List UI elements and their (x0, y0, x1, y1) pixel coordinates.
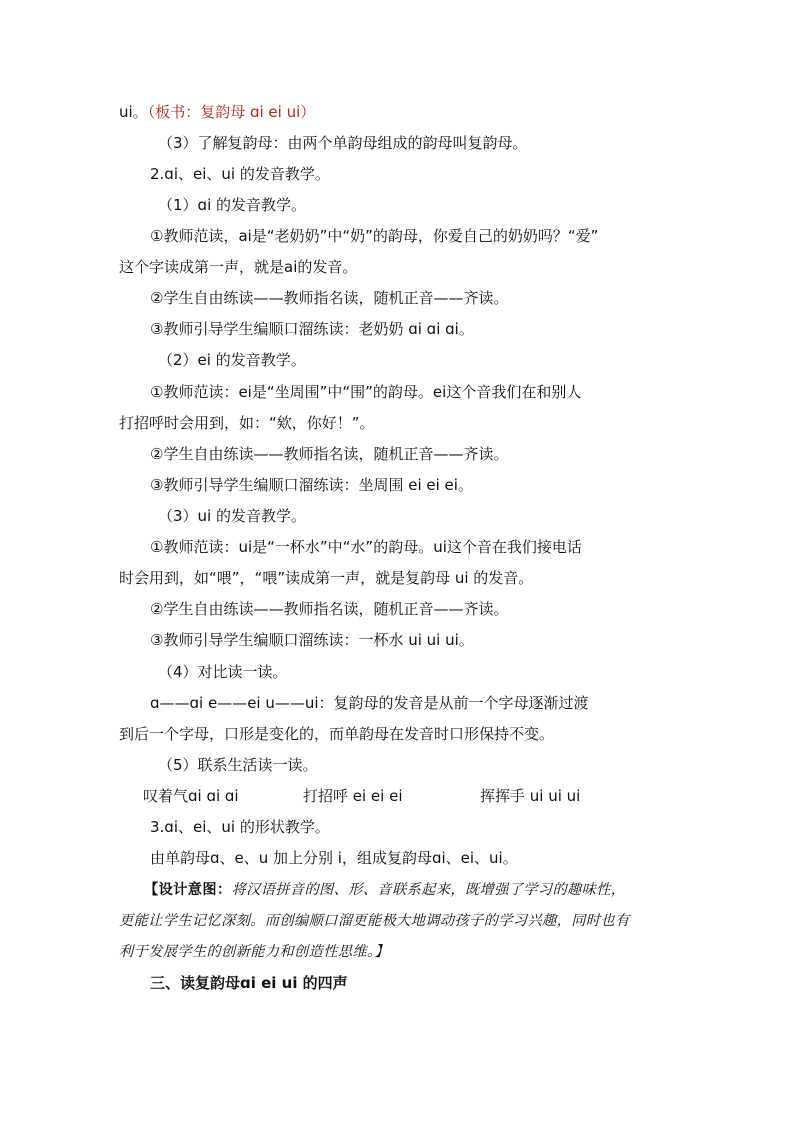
paragraph-line: ②学生自由练读——教师指名读，随机正音——齐读。 (150, 445, 509, 463)
paragraph-line: （1）ɑi 的发音教学。 (158, 196, 307, 214)
text-run: ui。 (119, 103, 148, 121)
design-intent-label: 【设计意图： (144, 882, 232, 898)
paragraph-line: ②学生自由练读——教师指名读，随机正音——齐读。 (150, 600, 509, 618)
paragraph-line: ③教师引导学生编顺口溜练读：坐周围 ei ei ei。 (150, 476, 473, 494)
paragraph-line (119, 102, 315, 122)
board-note: （板书：复韵母 ɑi ei ui） (147, 103, 316, 121)
paragraph-line: 时会用到，如“喂”，“喂”读成第一声，就是复韵母 ui 的发音。 (119, 569, 534, 587)
paragraph-line: （4）对比读一读。 (158, 663, 288, 681)
design-intent-line: 更能让学生记忆深刻。而创编顺口溜更能极大地调动孩子的学习兴趣，同时也有 (119, 913, 630, 929)
paragraph-line: ɑ——ɑi e——ei u——ui：复韵母的发音是从前一个字母逐渐过渡 (150, 694, 589, 712)
paragraph-line: 这个字读成第一声，就是ai的发音。 (119, 258, 358, 276)
practice-phrase: 挥挥手 ui ui ui (480, 787, 581, 805)
practice-phrase: 打招呼 ei ei ei (303, 787, 403, 805)
paragraph-line: ①教师范读，ai是“老奶奶”中“奶”的韵母，你爱自己的奶奶吗？“爱” (150, 227, 599, 245)
section-line: 3.ɑi、ei、ui 的形状教学。 (150, 818, 330, 836)
paragraph-line: （3）了解复韵母：由两个单韵母组成的韵母叫复韵母。 (158, 134, 528, 152)
paragraph-line: ②学生自由练读——教师指名读，随机正音——齐读。 (150, 289, 509, 307)
paragraph-line: ①教师范读：ui是“一杯水”中“水”的韵母。ui这个音在我们接电话 (150, 538, 582, 556)
design-intent-line (144, 880, 625, 900)
paragraph-line: ③教师引导学生编顺口溜练读：一杯水 ui ui ui。 (150, 631, 474, 649)
paragraph-line: 由单韵母ɑ、e、u 加上分别 i，组成复韵母ɑi、ei、ui。 (150, 849, 518, 867)
section-heading: 三、读复韵母ɑi ei ui 的四声 (150, 974, 348, 992)
paragraph-line: （5）联系生活读一读。 (158, 756, 318, 774)
paragraph-line: （3）ui 的发音教学。 (158, 507, 306, 525)
design-intent-line: 利于发展学生的创新能力和创造性思维。】 (119, 944, 390, 960)
paragraph-line: ③教师引导学生编顺口溜练读：老奶奶 ɑi ɑi ɑi。 (150, 320, 474, 338)
practice-phrase: 叹着气ɑi ɑi ɑi (143, 787, 239, 805)
paragraph-line: （2）ei 的发音教学。 (158, 351, 306, 369)
paragraph-line: ①教师范读：ei是“坐周围”中“围”的韵母。ei这个音我们在和别人 (150, 383, 582, 401)
section-line: 2.ɑi、ei、ui 的发音教学。 (150, 165, 330, 183)
paragraph-line: 打招呼时会用到，如：“欸，你好！”。 (119, 414, 375, 432)
text-run: 将汉语拼音的图、形、音联系起来，既增强了学习的趣味性， (231, 882, 626, 898)
paragraph-line: 到后一个字母，口形是变化的，而单韵母在发音时口形保持不变。 (119, 725, 555, 743)
